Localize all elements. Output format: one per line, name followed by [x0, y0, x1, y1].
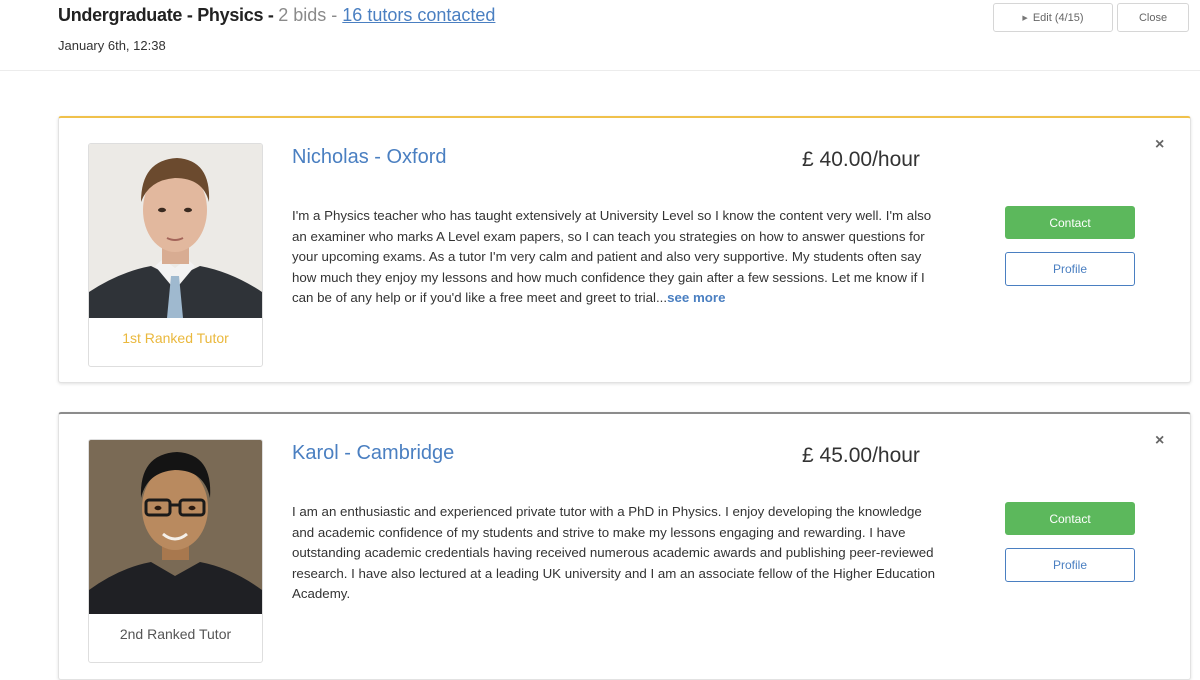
- profile-button[interactable]: Profile: [1005, 548, 1135, 582]
- bids-count: 2 bids -: [278, 5, 343, 25]
- tutor-photo-frame: [88, 439, 263, 663]
- rank-label: 2nd Ranked Tutor: [119, 626, 232, 642]
- close-button-label: Close: [1138, 11, 1168, 24]
- tutor-card: [58, 412, 1191, 680]
- tutor-description: [292, 206, 942, 309]
- profile-button[interactable]: Profile: [1005, 252, 1135, 286]
- hourly-rate: £ 40.00/hour: [802, 148, 920, 171]
- edit-button[interactable]: [993, 3, 1113, 32]
- request-date: January 6th, 12:38: [58, 38, 166, 53]
- request-title: [58, 4, 495, 26]
- close-button[interactable]: [1117, 3, 1189, 32]
- tutor-description-text: I'm a Physics teacher who has taught extensively at University Level so I know the content very well. I'm also an examiner who marks A Level exam papers, so I can teach you strategies on how to answer questions for your upcoming exams. As a tutor I'm very calm and patient and also very supportive. My students often say how much they enjoy my lessons and how much confidence they gain after a few sessions. Let me know if I can be of any help or if you'd like a free meet and greet to trial...: [292, 208, 932, 305]
- tutors-contacted-link[interactable]: 16 tutors contacted: [342, 5, 496, 25]
- tutor-description: I am an enthusiastic and experienced private tutor with a PhD in Physics. I enjoy developing the knowledge and academic confidence of my students and strive to make my lessons engaging and rewarding. I have outstanding academic credentials having received numerous academic awards and publishing peer-reviewed research. I have also lectured at a leading UK university and I am an associate fellow of the Higher Education Academy.: [292, 504, 936, 601]
- dismiss-icon[interactable]: ×: [1155, 136, 1165, 153]
- edit-button-label: Edit (4/15): [1032, 11, 1084, 24]
- contact-button[interactable]: Contact: [1005, 502, 1135, 535]
- tutor-photo: [89, 440, 262, 614]
- hourly-rate: £ 45.00/hour: [802, 444, 920, 467]
- tutor-name-link[interactable]: Nicholas - Oxford: [292, 146, 447, 168]
- tutor-photo-frame: [88, 143, 263, 367]
- tutor-card: [58, 116, 1191, 383]
- contact-button[interactable]: Contact: [1005, 206, 1135, 239]
- caret-right-icon: ▶: [1022, 14, 1028, 22]
- rank-label: 1st Ranked Tutor: [122, 330, 229, 346]
- tutor-photo: [89, 144, 262, 318]
- dismiss-icon[interactable]: ×: [1155, 432, 1165, 449]
- tutor-name-link[interactable]: Karol - Cambridge: [292, 442, 455, 464]
- subject-label: Undergraduate - Physics -: [58, 5, 279, 25]
- request-header: [0, 0, 1200, 71]
- see-more-link[interactable]: see more: [667, 290, 726, 305]
